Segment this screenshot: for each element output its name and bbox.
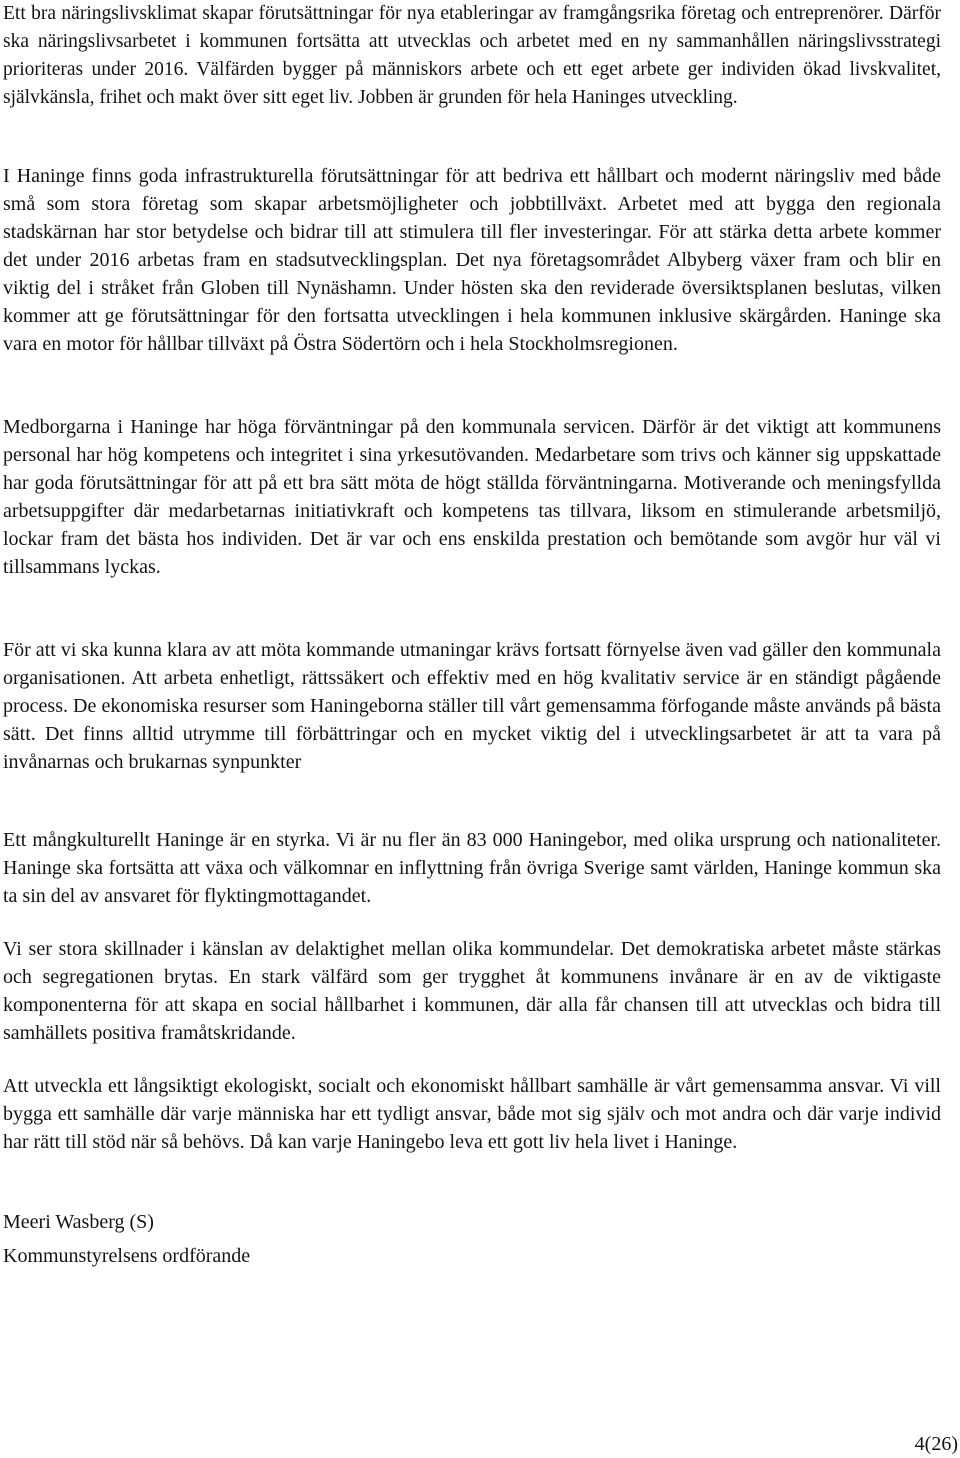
paragraph-multicultural: Ett mångkulturellt Haninge är en styrka. Vi är nu fler än 83 000 Haningebor, med olika ursprung och nationaliteter. Haninge ska fortsätta att växa och välkomnar en inflyttning från övriga Sverige samt världen, Haninge kommun ska ta sin del av ansvaret för flyktingmottagandet. (3, 829, 941, 907)
paragraph-citizens-service: Medborgarna i Haninge har höga förväntningar på den kommunala servicen. Därför är det viktigt att kommunens personal har hög kompetens och integritet i sina yrkesutövanden. Medarbetare som trivs och känner sig uppskattade har goda förutsättningar för att på ett bra sätt möta de högt ställda förväntningarna. Motiverande och meningsfyllda arbetsuppgifter där medarbetarnas initiativkraft och kompetens tas tillvara, liksom en stimulerande arbetsmiljö, lockar fram det bästa hos individen. Det är var och ens enskilda prestation och bemötande som avgör hur väl vi tillsammans lyckas. (3, 416, 941, 578)
paragraph-organisation-renewal: För att vi ska kunna klara av att möta kommande utmaningar krävs fortsatt förnyelse även vad gäller den kommunala organisationen. Att arbeta enhetligt, rättssäkert och effektiv med en hög kvalitativ service är en ständigt pågående process. De ekonomiska resurser som Haningeborna ställer till vårt gemensamma förfogande måste används på bästa sätt. Det finns alltid utrymme till förbättringar och en mycket viktig del i utvecklingsarbetet är att ta vara på invånarnas och brukarnas synpunkter (3, 639, 941, 773)
paragraph-infrastructure: I Haninge finns goda infrastrukturella förutsättningar för att bedriva ett hållbart och modernt näringsliv med både små som stora företag som skapar arbetsmöjligheter och jobbtillväxt. Arbetet med att bygga den regionala stadskärnan har stor betydelse och bidrar till att stimulera till fler investeringar. För att stärka detta arbete kommer det under 2016 arbetas fram en stadsutvecklingsplan. Det nya företagsområdet Albyberg växer fram och blir en viktig del i stråket från Globen till Nynäshamn. Under hösten ska den reviderade översiktsplanen beslutas, vilken kommer att ge förutsättningar för den fortsatta utvecklingen i hela kommunen inklusive skärgården. Haninge ska vara en motor för hållbar tillväxt på Östra Södertörn och i hela Stockholmsregionen. (3, 165, 941, 355)
page-number: 4(26) (914, 1433, 958, 1455)
paragraph-participation: Vi ser stora skillnader i känslan av delaktighet mellan olika kommundelar. Det demokratiska arbetet måste stärkas och segregationen brytas. En stark välfärd som ger trygghet åt kommunens invånare är en av de viktigaste komponenterna för att skapa en social hållbarhet i kommunen, där alla får chansen till att utvecklas och bidra till samhällets positiva framåtskridande. (3, 938, 941, 1044)
paragraph-sustainability: Att utveckla ett långsiktigt ekologiskt, socialt och ekonomiskt hållbart samhälle är vårt gemensamma ansvar. Vi vill bygga ett samhälle där varje människa har ett tydligt ansvar, både mot sig själv och mot andra och där varje individ har rätt till stöd när så behövs. Då kan varje Haningebo leva ett gott liv hela livet i Haninge. (3, 1075, 941, 1153)
paragraph-business-climate: Ett bra näringslivsklimat skapar förutsättningar för nya etableringar av framgångsrika företag och entreprenörer. Därför ska näringslivsarbetet i kommunen fortsätta att utvecklas och arbetet med en ny sammanhållen näringslivsstrategi prioriteras under 2016. Välfärden bygger på människors arbete och ett eget arbete ger individen ökad livskvalitet, självkänsla, frihet och makt över sitt eget liv. Jobben är grunden för hela Haninges utveckling. (3, 3, 941, 108)
signature-name: Meeri Wasberg (S) (3, 1211, 154, 1233)
signature-title: Kommunstyrelsens ordförande (3, 1245, 251, 1267)
